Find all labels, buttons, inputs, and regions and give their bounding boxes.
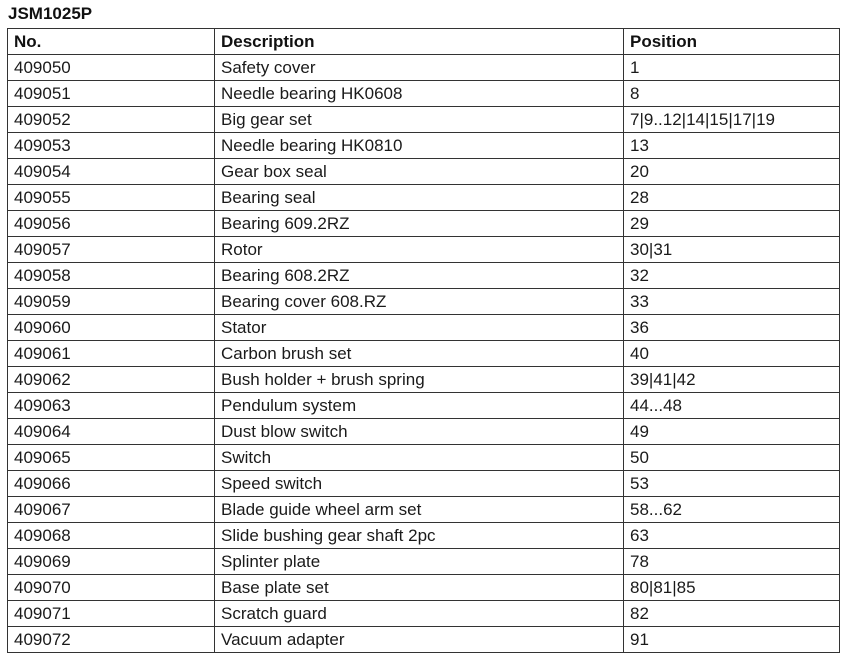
table-row <box>8 81 840 107</box>
cell-position: 13 <box>624 133 840 159</box>
cell-position: 29 <box>624 211 840 237</box>
cell-description: Bearing 608.2RZ <box>215 263 624 289</box>
cell-position: 53 <box>624 471 840 497</box>
cell-description: Needle bearing HK0608 <box>215 81 624 107</box>
cell-part-number: 409055 <box>8 185 215 211</box>
cell-description: Safety cover <box>215 55 624 81</box>
cell-position: 49 <box>624 419 840 445</box>
cell-part-number: 409069 <box>8 549 215 575</box>
cell-description: Bearing 609.2RZ <box>215 211 624 237</box>
cell-description: Blade guide wheel arm set <box>215 497 624 523</box>
table-row <box>8 159 840 185</box>
cell-part-number: 409067 <box>8 497 215 523</box>
table-body <box>8 55 840 653</box>
cell-part-number: 409060 <box>8 315 215 341</box>
cell-description: Carbon brush set <box>215 341 624 367</box>
table-row <box>8 341 840 367</box>
table-row <box>8 575 840 601</box>
cell-part-number: 409062 <box>8 367 215 393</box>
cell-position: 28 <box>624 185 840 211</box>
cell-part-number: 409057 <box>8 237 215 263</box>
cell-part-number: 409050 <box>8 55 215 81</box>
table-row <box>8 445 840 471</box>
table-row <box>8 185 840 211</box>
cell-position: 82 <box>624 601 840 627</box>
cell-position: 32 <box>624 263 840 289</box>
cell-part-number: 409058 <box>8 263 215 289</box>
cell-description: Base plate set <box>215 575 624 601</box>
cell-description: Needle bearing HK0810 <box>215 133 624 159</box>
cell-position: 50 <box>624 445 840 471</box>
cell-part-number: 409072 <box>8 627 215 653</box>
parts-table <box>7 28 840 653</box>
cell-position: 30|31 <box>624 237 840 263</box>
cell-part-number: 409059 <box>8 289 215 315</box>
cell-description: Vacuum adapter <box>215 627 624 653</box>
table-row <box>8 523 840 549</box>
table-row <box>8 367 840 393</box>
table-row <box>8 419 840 445</box>
cell-part-number: 409065 <box>8 445 215 471</box>
cell-part-number: 409070 <box>8 575 215 601</box>
cell-description: Bearing seal <box>215 185 624 211</box>
cell-description: Bush holder + brush spring <box>215 367 624 393</box>
cell-position: 1 <box>624 55 840 81</box>
column-header-description: Description <box>215 29 624 55</box>
table-header-row <box>8 29 840 55</box>
cell-position: 58...62 <box>624 497 840 523</box>
table-row <box>8 289 840 315</box>
cell-position: 80|81|85 <box>624 575 840 601</box>
table-row <box>8 549 840 575</box>
cell-position: 20 <box>624 159 840 185</box>
cell-description: Dust blow switch <box>215 419 624 445</box>
cell-position: 91 <box>624 627 840 653</box>
cell-description: Big gear set <box>215 107 624 133</box>
table-row <box>8 471 840 497</box>
cell-position: 33 <box>624 289 840 315</box>
cell-description: Splinter plate <box>215 549 624 575</box>
cell-description: Gear box seal <box>215 159 624 185</box>
cell-part-number: 409061 <box>8 341 215 367</box>
cell-position: 39|41|42 <box>624 367 840 393</box>
table-row <box>8 263 840 289</box>
table-row <box>8 315 840 341</box>
cell-part-number: 409054 <box>8 159 215 185</box>
table-row <box>8 627 840 653</box>
column-header-position: Position <box>624 29 840 55</box>
table-row <box>8 133 840 159</box>
cell-description: Switch <box>215 445 624 471</box>
table-row <box>8 107 840 133</box>
cell-position: 36 <box>624 315 840 341</box>
cell-description: Slide bushing gear shaft 2pc <box>215 523 624 549</box>
cell-position: 78 <box>624 549 840 575</box>
cell-position: 8 <box>624 81 840 107</box>
cell-part-number: 409068 <box>8 523 215 549</box>
cell-part-number: 409056 <box>8 211 215 237</box>
table-row <box>8 55 840 81</box>
cell-part-number: 409071 <box>8 601 215 627</box>
cell-description: Pendulum system <box>215 393 624 419</box>
cell-description: Bearing cover 608.RZ <box>215 289 624 315</box>
table-row <box>8 497 840 523</box>
cell-description: Rotor <box>215 237 624 263</box>
cell-description: Speed switch <box>215 471 624 497</box>
cell-description: Stator <box>215 315 624 341</box>
cell-position: 40 <box>624 341 840 367</box>
cell-position: 44...48 <box>624 393 840 419</box>
cell-description: Scratch guard <box>215 601 624 627</box>
cell-position: 7|9..12|14|15|17|19 <box>624 107 840 133</box>
cell-part-number: 409053 <box>8 133 215 159</box>
cell-part-number: 409066 <box>8 471 215 497</box>
table-row <box>8 237 840 263</box>
table-row <box>8 393 840 419</box>
table-row <box>8 601 840 627</box>
page-title: JSM1025P <box>8 4 93 23</box>
cell-part-number: 409064 <box>8 419 215 445</box>
cell-part-number: 409052 <box>8 107 215 133</box>
cell-position: 63 <box>624 523 840 549</box>
cell-part-number: 409063 <box>8 393 215 419</box>
table-row <box>8 211 840 237</box>
cell-part-number: 409051 <box>8 81 215 107</box>
column-header-no: No. <box>8 29 215 55</box>
